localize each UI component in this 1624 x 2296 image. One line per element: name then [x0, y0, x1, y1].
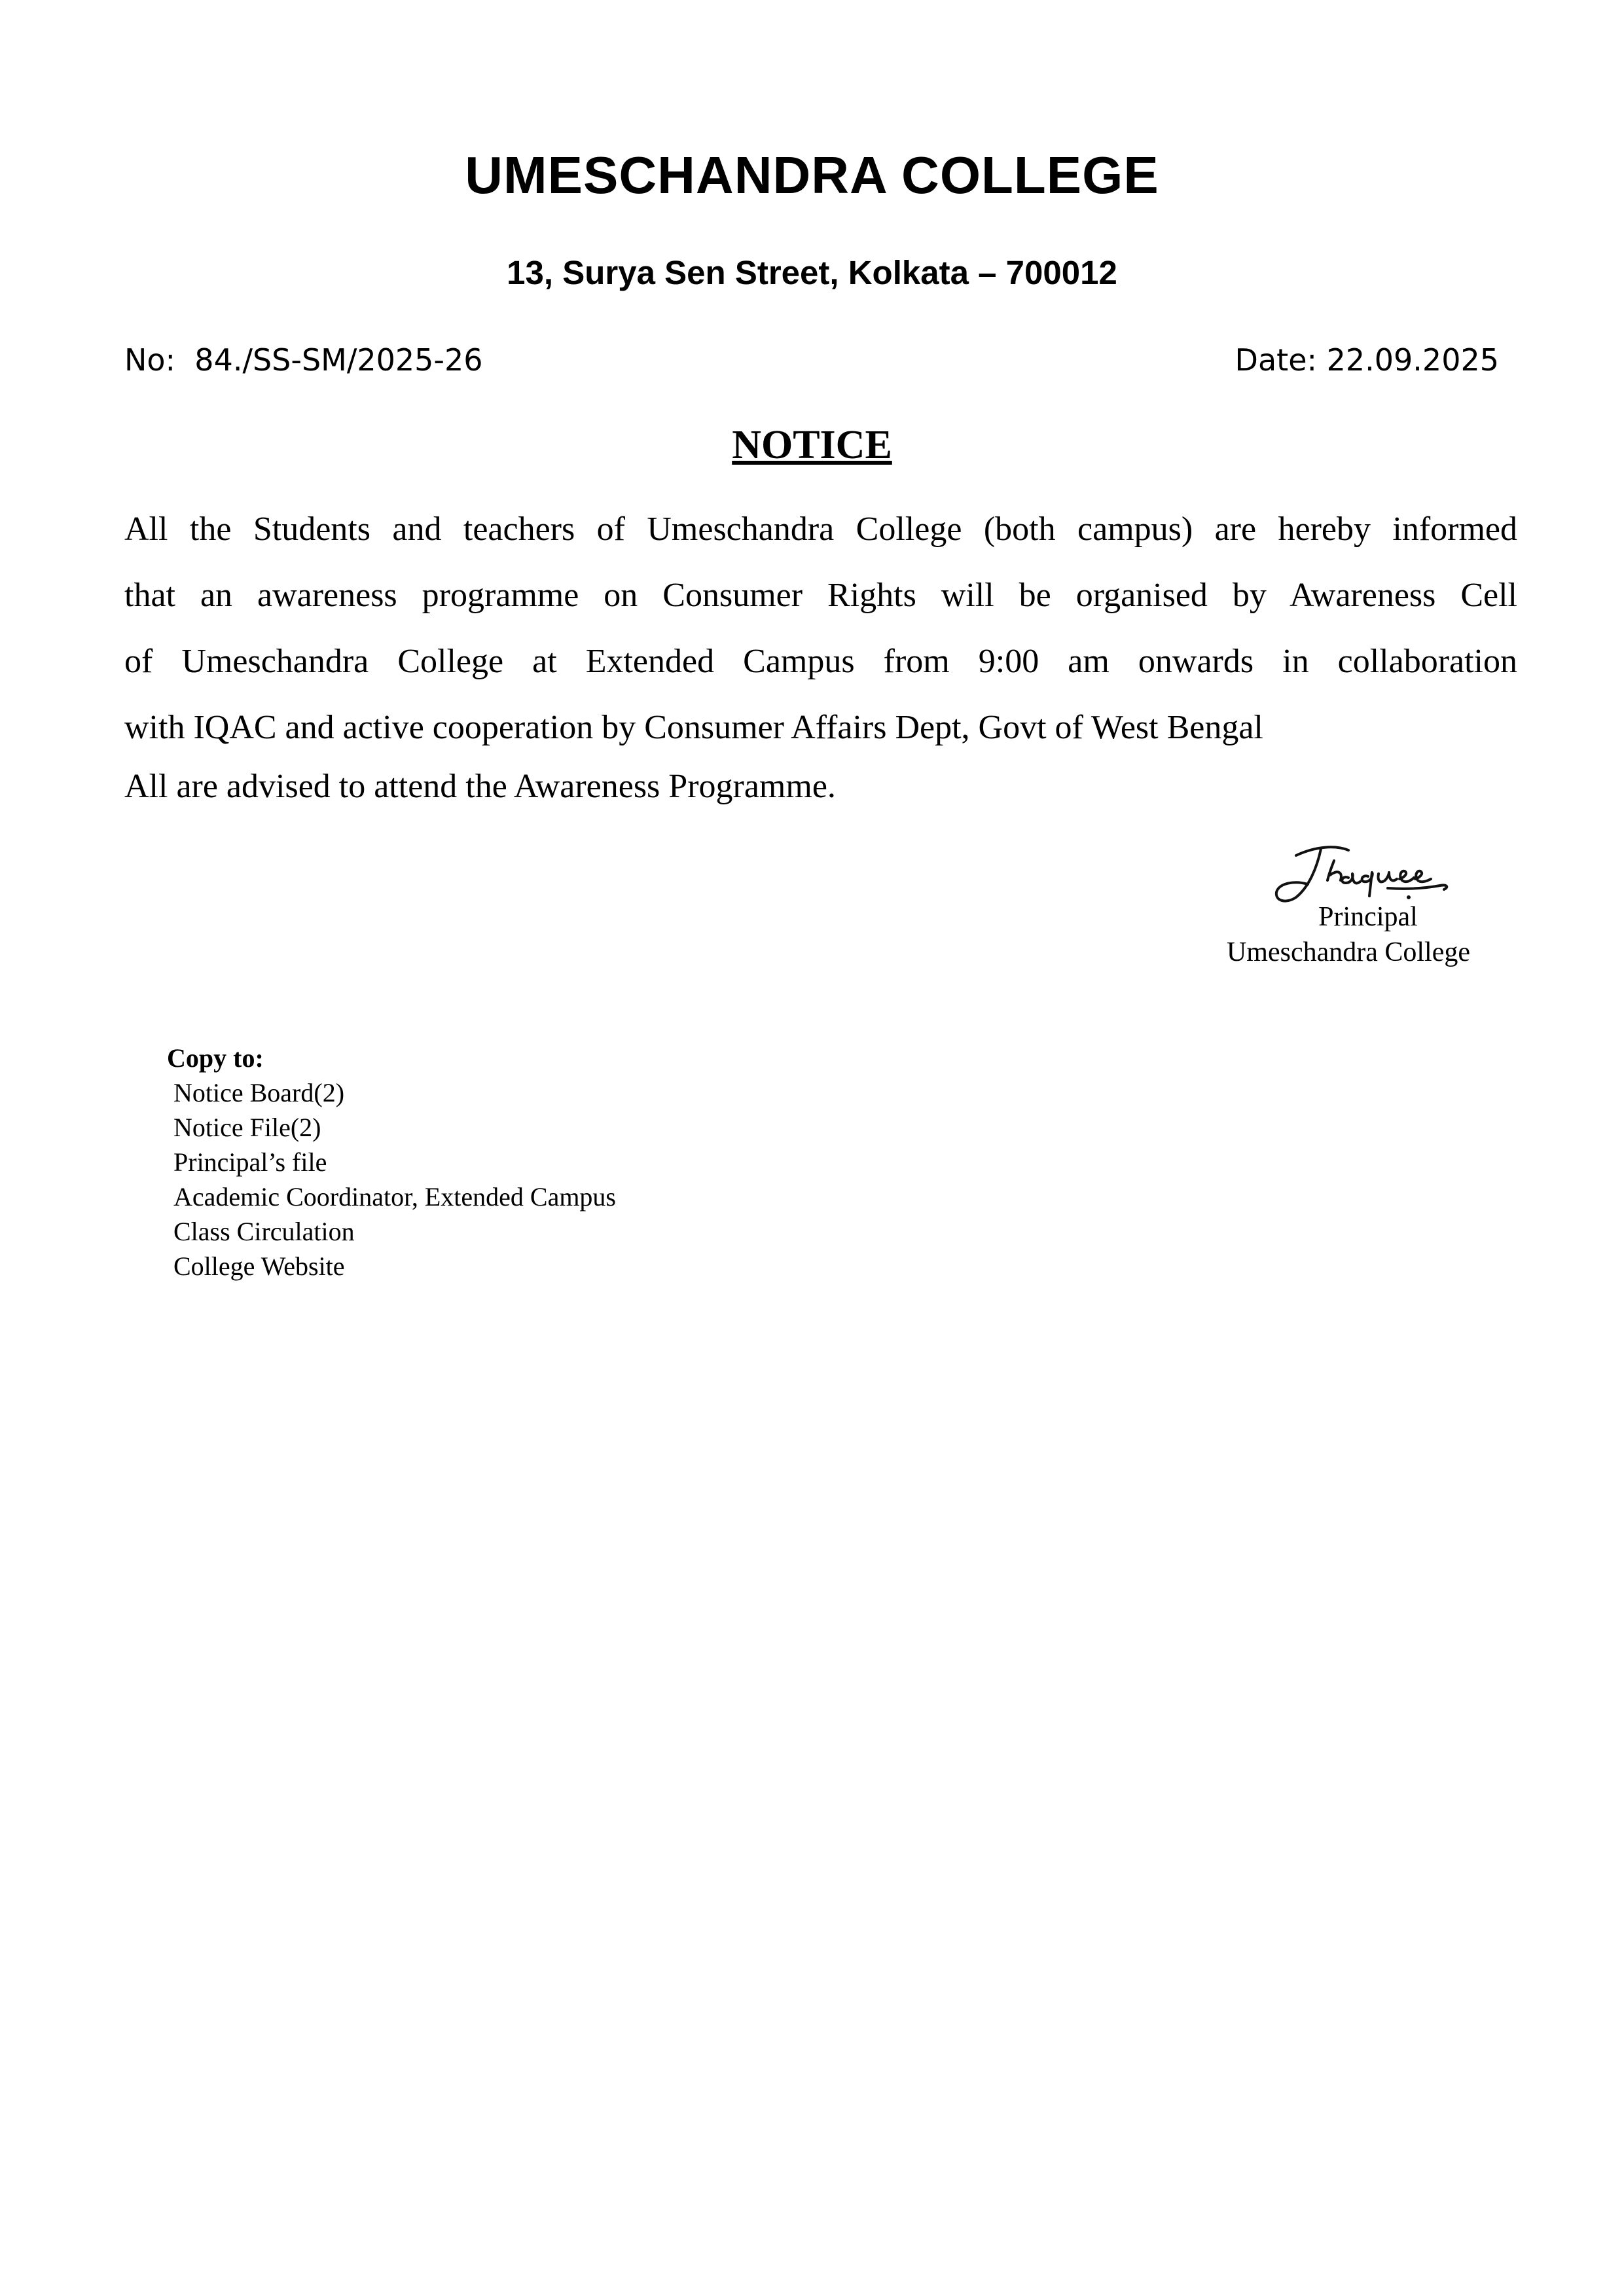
signatory-organization: Umeschandra College	[1226, 937, 1471, 967]
copy-to-item: Class Circulation	[173, 1217, 355, 1246]
copy-to-list	[167, 1075, 616, 1283]
notice-date: Date: 22.09.2025	[1235, 342, 1499, 378]
college-address: 13, Surya Sen Street, Kolkata – 700012	[507, 254, 1117, 291]
copy-to-block	[167, 1041, 616, 1283]
notice-body-line: of Umeschandra College at Extended Campus from 9:00 am onwards in collaboration	[124, 643, 1517, 680]
reference-number: No: 84./SS-SM/2025-26	[124, 342, 483, 378]
copy-to-item: Notice Board(2)	[173, 1078, 345, 1107]
notice-body-line: that an awareness programme on Consumer Rights will be organised by Awareness Cell	[124, 577, 1517, 614]
signatory-title: Principal	[1318, 902, 1418, 932]
notice-body-line: All the Students and teachers of Umeschandra College (both campus) are hereby informed	[124, 511, 1517, 548]
notice-body-line: with IQAC and active cooperation by Consumer Affairs Dept, Govt of West Bengal	[124, 709, 1263, 746]
copy-to-item: Principal’s file	[173, 1147, 327, 1177]
college-name: UMESCHANDRA COLLEGE	[465, 146, 1159, 204]
signature-block	[1178, 841, 1519, 985]
notice-body	[124, 496, 1517, 761]
copy-to-item: College Website	[173, 1251, 345, 1281]
notice-advice: All are advised to attend the Awareness Programme.	[124, 768, 836, 805]
copy-to-heading: Copy to:	[167, 1043, 264, 1073]
copy-to-item: Notice File(2)	[173, 1113, 321, 1142]
copy-to-item: Academic Coordinator, Extended Campus	[173, 1182, 616, 1211]
notice-heading: NOTICE	[732, 423, 892, 467]
